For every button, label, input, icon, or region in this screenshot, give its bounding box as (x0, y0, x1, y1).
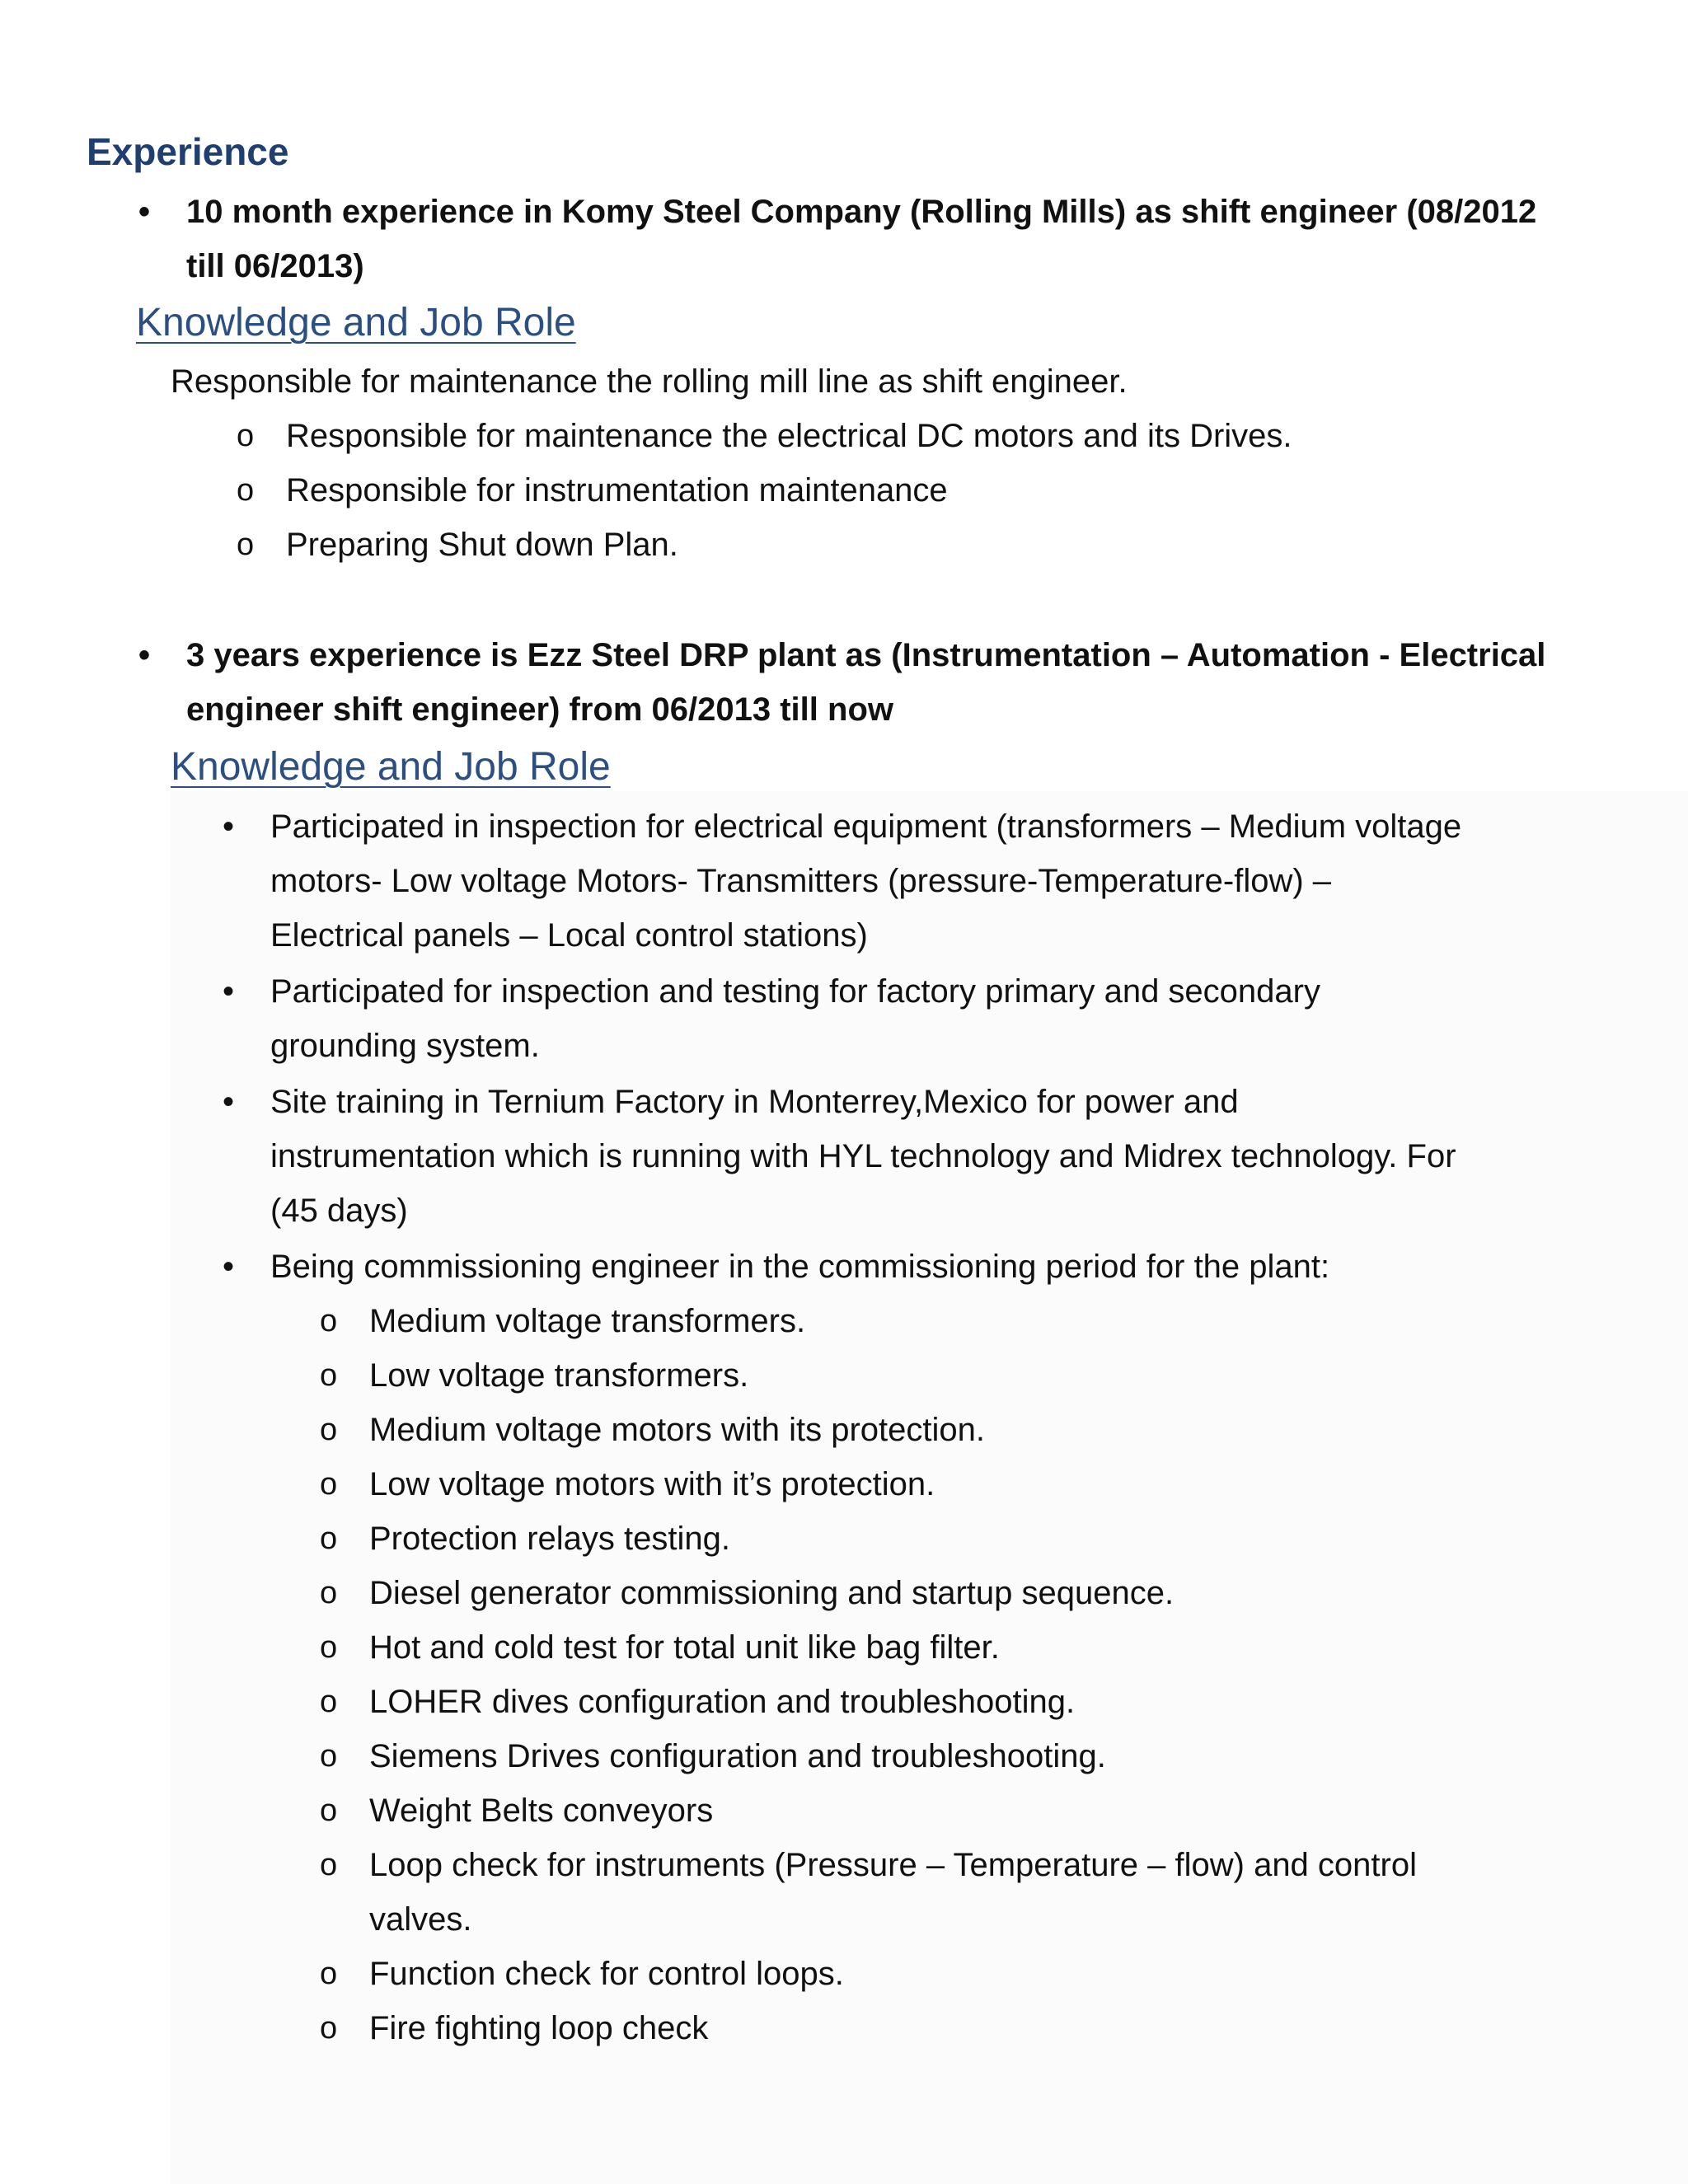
list-item: o Function check for control loops. (369, 1947, 844, 2001)
job-title-line: 10 month experience in Komy Steel Company (Rolling Mills) as shift engineer (08/2012 (186, 194, 1537, 230)
list-item: o Medium voltage transformers. (369, 1294, 805, 1348)
list-item: o Low voltage transformers. (369, 1348, 748, 1403)
list-item: o Diesel generator commissioning and startup sequence. (369, 1566, 1174, 1620)
job-entry-ezz-steel (138, 628, 1546, 682)
list-item: • Participated for inspection and testing for factory primary and secondary (270, 964, 1320, 1019)
section-heading-experience: Experience (87, 130, 289, 173)
circle-bullet-icon: o (320, 1521, 338, 1556)
circle-bullet-icon: o (237, 527, 255, 562)
job-title-continuation: till 06/2013) (186, 248, 364, 284)
list-item: o Medium voltage motors with its protection. (369, 1403, 985, 1457)
sub-heading-knowledge-job-role: Knowledge and Job Role (171, 745, 611, 789)
bullet-icon: • (223, 1084, 235, 1120)
list-item: o Responsible for maintenance the electrical DC motors and its Drives. (286, 409, 1292, 463)
list-item: o Hot and cold test for total unit like bag filter. (369, 1620, 1000, 1675)
list-item: • Being commissioning engineer in the commissioning period for the plant: (270, 1240, 1329, 1294)
list-item-continuation: valves. (369, 1901, 472, 1938)
bullet-icon: • (223, 808, 235, 845)
list-item: o LOHER dives configuration and troubleshooting. (369, 1675, 1075, 1729)
circle-bullet-icon: o (237, 419, 255, 453)
circle-bullet-icon: o (320, 1793, 338, 1828)
list-item: o Preparing Shut down Plan. (286, 518, 678, 572)
list-item: o Responsible for instrumentation maintenance (286, 463, 948, 518)
list-item-continuation: Electrical panels – Local control stations) (270, 917, 868, 954)
job-entry-komy-steel (138, 185, 1537, 239)
list-item-continuation: instrumentation which is running with HYL technology and Midrex technology. For (270, 1138, 1456, 1174)
list-item: • Site training in Ternium Factory in Monterrey,Mexico for power and (270, 1075, 1239, 1129)
circle-bullet-icon: o (320, 2011, 338, 2046)
circle-bullet-icon: o (320, 1467, 338, 1502)
list-item: o Low voltage motors with it’s protection. (369, 1457, 935, 1511)
circle-bullet-icon: o (320, 1358, 338, 1393)
list-item-continuation: grounding system. (270, 1028, 540, 1064)
bullet-icon: • (223, 1249, 235, 1285)
circle-bullet-icon: o (320, 1576, 338, 1610)
circle-bullet-icon: o (320, 1685, 338, 1719)
bullet-icon: • (223, 973, 235, 1010)
circle-bullet-icon: o (320, 1957, 338, 1991)
bullet-icon: • (138, 637, 151, 673)
job-title-continuation: engineer shift engineer) from 06/2013 till now (186, 691, 893, 728)
circle-bullet-icon: o (237, 473, 255, 508)
list-item-continuation: motors- Low voltage Motors- Transmitters (pressure-Temperature-flow) – (270, 863, 1332, 899)
list-item: o Protection relays testing. (369, 1511, 730, 1566)
circle-bullet-icon: o (320, 1304, 338, 1338)
sub-heading-knowledge-job-role: Knowledge and Job Role (136, 301, 576, 344)
circle-bullet-icon: o (320, 1848, 338, 1882)
list-item: o Loop check for instruments (Pressure – Temperature – flow) and control (369, 1838, 1417, 1892)
list-item: o Fire fighting loop check (369, 2001, 708, 2055)
job-intro: Responsible for maintenance the rolling mill line as shift engineer. (171, 363, 1128, 400)
circle-bullet-icon: o (320, 1739, 338, 1774)
circle-bullet-icon: o (320, 1630, 338, 1665)
list-item-continuation: (45 days) (270, 1193, 408, 1229)
job-title-line: 3 years experience is Ezz Steel DRP plant as (Instrumentation – Automation - Electrical (186, 637, 1546, 673)
list-item: o Weight Belts conveyors (369, 1783, 713, 1838)
list-item: • Participated in inspection for electrical equipment (transformers – Medium voltage (270, 799, 1461, 854)
bullet-icon: • (138, 194, 151, 230)
circle-bullet-icon: o (320, 1413, 338, 1447)
list-item: o Siemens Drives configuration and troubleshooting. (369, 1729, 1106, 1783)
